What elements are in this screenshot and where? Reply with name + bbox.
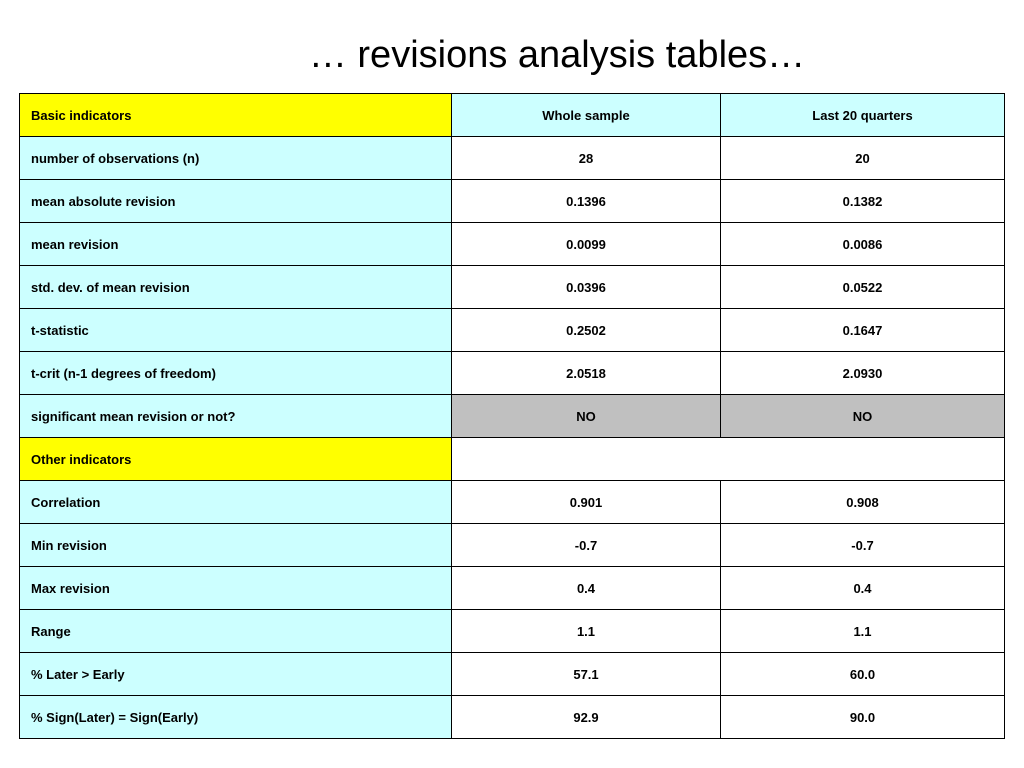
row-label: mean revision <box>20 223 452 266</box>
last-20-quarters-value: 0.908 <box>721 481 1005 524</box>
table-row <box>20 696 1005 739</box>
whole-sample-value: 2.0518 <box>452 352 721 395</box>
header-basic-indicators: Basic indicators <box>20 94 452 137</box>
row-label: t-crit (n-1 degrees of freedom) <box>20 352 452 395</box>
revisions-analysis-table <box>19 93 1005 739</box>
table-row <box>20 137 1005 180</box>
row-label: % Later > Early <box>20 653 452 696</box>
row-label: Correlation <box>20 481 452 524</box>
table-row <box>20 395 1005 438</box>
whole-sample-value: 0.901 <box>452 481 721 524</box>
table-row <box>20 481 1005 524</box>
row-label: number of observations (n) <box>20 137 452 180</box>
last-20-quarters-significance: NO <box>721 395 1005 438</box>
table-row <box>20 266 1005 309</box>
table-row <box>20 610 1005 653</box>
row-label: mean absolute revision <box>20 180 452 223</box>
whole-sample-value: 1.1 <box>452 610 721 653</box>
last-20-quarters-value: -0.7 <box>721 524 1005 567</box>
other-indicators-header-row <box>20 438 1005 481</box>
whole-sample-value: 0.1396 <box>452 180 721 223</box>
header-other-indicators: Other indicators <box>20 438 452 481</box>
whole-sample-significance: NO <box>452 395 721 438</box>
row-label: Range <box>20 610 452 653</box>
row-label: t-statistic <box>20 309 452 352</box>
last-20-quarters-value: 1.1 <box>721 610 1005 653</box>
last-20-quarters-value: 0.0086 <box>721 223 1005 266</box>
last-20-quarters-value: 0.1382 <box>721 180 1005 223</box>
whole-sample-value: 28 <box>452 137 721 180</box>
blank-merged-cell <box>452 438 1005 481</box>
table-row <box>20 524 1005 567</box>
row-label: significant mean revision or not? <box>20 395 452 438</box>
last-20-quarters-value: 2.0930 <box>721 352 1005 395</box>
whole-sample-value: 0.2502 <box>452 309 721 352</box>
row-label: % Sign(Later) = Sign(Early) <box>20 696 452 739</box>
table-row <box>20 309 1005 352</box>
last-20-quarters-value: 0.1647 <box>721 309 1005 352</box>
whole-sample-value: 0.0099 <box>452 223 721 266</box>
last-20-quarters-value: 20 <box>721 137 1005 180</box>
revisions-table-container <box>19 93 1005 739</box>
row-label: Min revision <box>20 524 452 567</box>
last-20-quarters-value: 0.0522 <box>721 266 1005 309</box>
whole-sample-value: 0.0396 <box>452 266 721 309</box>
whole-sample-value: -0.7 <box>452 524 721 567</box>
table-row <box>20 352 1005 395</box>
row-label: std. dev. of mean revision <box>20 266 452 309</box>
slide-title: … revisions analysis tables… <box>308 34 806 76</box>
last-20-quarters-value: 0.4 <box>721 567 1005 610</box>
table-header-row <box>20 94 1005 137</box>
header-last-20-quarters: Last 20 quarters <box>721 94 1005 137</box>
table-row <box>20 653 1005 696</box>
table-row <box>20 180 1005 223</box>
last-20-quarters-value: 60.0 <box>721 653 1005 696</box>
row-label: Max revision <box>20 567 452 610</box>
whole-sample-value: 92.9 <box>452 696 721 739</box>
table-row <box>20 223 1005 266</box>
last-20-quarters-value: 90.0 <box>721 696 1005 739</box>
whole-sample-value: 57.1 <box>452 653 721 696</box>
table-row <box>20 567 1005 610</box>
whole-sample-value: 0.4 <box>452 567 721 610</box>
header-whole-sample: Whole sample <box>452 94 721 137</box>
